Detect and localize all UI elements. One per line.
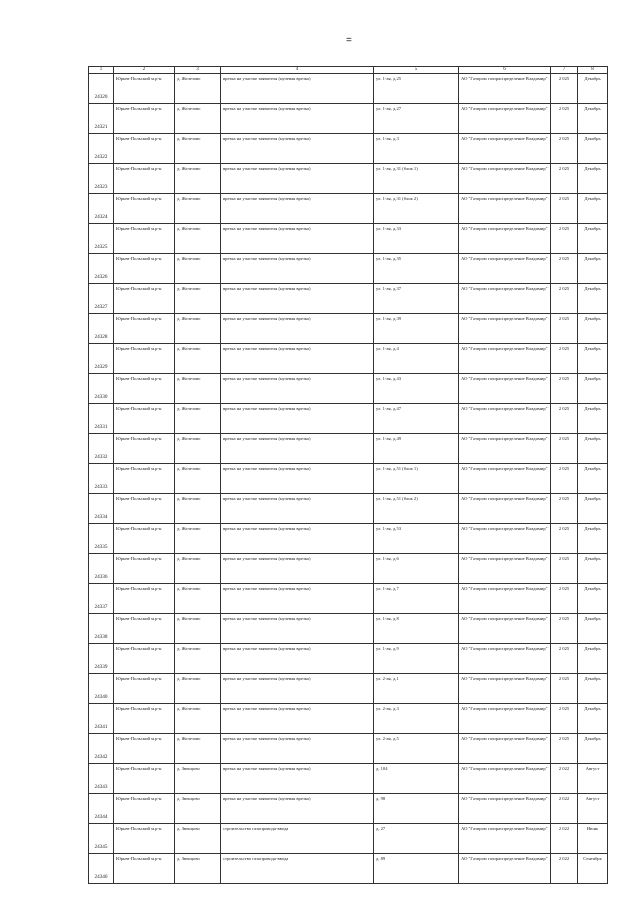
district-cell: Юрьев-Польский м.р-н (114, 674, 175, 704)
month-cell: Декабрь (578, 494, 608, 524)
district-cell: Юрьев-Польский м.р-н (114, 194, 175, 224)
work-type-cell: врезка на участке заявителя (нулевая врезка) (221, 254, 374, 284)
year-cell: 2 025 (551, 314, 578, 344)
organization-cell: АО "Газпром газораспределение Владимир" (459, 314, 551, 344)
table-row (89, 764, 608, 794)
row-number-text: 24327 (94, 304, 108, 311)
year-cell: 2 025 (551, 344, 578, 374)
row-number-text: 24343 (94, 784, 108, 791)
work-type-cell: врезка на участке заявителя (нулевая врезка) (221, 194, 374, 224)
row-number-text: 24345 (94, 844, 108, 851)
address-cell: ул. 1-ая, д.27 (374, 104, 459, 134)
column-number-header-row (89, 67, 608, 74)
row-number-cell (89, 554, 114, 584)
year-cell: 2 025 (551, 494, 578, 524)
year-cell: 2 025 (551, 434, 578, 464)
year-cell: 2 025 (551, 734, 578, 764)
year-cell: 2 025 (551, 74, 578, 104)
month-cell: Декабрь (578, 554, 608, 584)
organization-cell: АО "Газпром газораспределение Владимир" (459, 344, 551, 374)
settlement-cell: д. Железово (175, 644, 221, 674)
month-cell: Декабрь (578, 284, 608, 314)
address-cell: ул. 1-ая, д.4 (374, 344, 459, 374)
organization-cell: АО "Газпром газораспределение Владимир" (459, 854, 551, 884)
row-number-cell (89, 404, 114, 434)
row-number-text: 24340 (94, 694, 108, 701)
month-cell: Декабрь (578, 134, 608, 164)
district-cell: Юрьев-Польский м.р-н (114, 764, 175, 794)
year-cell: 2 025 (551, 224, 578, 254)
year-cell: 2 025 (551, 704, 578, 734)
district-cell: Юрьев-Польский м.р-н (114, 494, 175, 524)
month-cell: Декабрь (578, 74, 608, 104)
row-number-text: 24326 (94, 274, 108, 281)
address-cell: ул. 1-ая, д.3 (374, 134, 459, 164)
month-cell: Декабрь (578, 404, 608, 434)
year-cell: 2 025 (551, 464, 578, 494)
work-type-cell: врезка на участке заявителя (нулевая врезка) (221, 734, 374, 764)
address-cell: ул. 1-ая, д.49 (374, 434, 459, 464)
organization-cell: АО "Газпром газораспределение Владимир" (459, 164, 551, 194)
row-number-text: 24321 (94, 124, 108, 131)
address-cell: ул. 1-ая, д.35 (374, 254, 459, 284)
organization-cell: АО "Газпром газораспределение Владимир" (459, 794, 551, 824)
work-type-cell: врезка на участке заявителя (нулевая врезка) (221, 494, 374, 524)
settlement-cell: д. Железово (175, 614, 221, 644)
work-type-cell: врезка на участке заявителя (нулевая врезка) (221, 674, 374, 704)
month-cell: Декабрь (578, 614, 608, 644)
page-number-mark: = (346, 35, 352, 46)
work-type-cell: врезка на участке заявителя (нулевая врезка) (221, 704, 374, 734)
month-cell: Декабрь (578, 644, 608, 674)
address-cell: ул. 1-ая, д.39 (374, 314, 459, 344)
table-row (89, 224, 608, 254)
settlement-cell: д. Железово (175, 524, 221, 554)
settlement-cell: д. Звенцово (175, 824, 221, 854)
work-type-cell: врезка на участке заявителя (нулевая врезка) (221, 644, 374, 674)
district-cell: Юрьев-Польский м.р-н (114, 824, 175, 854)
column-number-4: 4 (221, 67, 374, 74)
settlement-cell: д. Железово (175, 734, 221, 764)
settlement-cell: д. Железово (175, 674, 221, 704)
row-number-text: 24323 (94, 184, 108, 191)
table-row (89, 344, 608, 374)
month-cell: Август (578, 764, 608, 794)
settlement-cell: д. Железово (175, 134, 221, 164)
row-number-text: 24337 (94, 604, 108, 611)
district-cell: Юрьев-Польский м.р-н (114, 614, 175, 644)
settlement-cell: д. Железово (175, 104, 221, 134)
year-cell: 2 025 (551, 524, 578, 554)
year-cell: 2 025 (551, 674, 578, 704)
address-cell: ул. 2-ая, д.1 (374, 674, 459, 704)
month-cell: Декабрь (578, 314, 608, 344)
table-row (89, 614, 608, 644)
column-number-5: 5 (374, 67, 459, 74)
district-cell: Юрьев-Польский м.р-н (114, 434, 175, 464)
row-number-cell (89, 344, 114, 374)
row-number-text: 24341 (94, 724, 108, 731)
table-row (89, 584, 608, 614)
row-number-cell (89, 524, 114, 554)
organization-cell: АО "Газпром газораспределение Владимир" (459, 134, 551, 164)
organization-cell: АО "Газпром газораспределение Владимир" (459, 494, 551, 524)
gasification-schedule-table (88, 66, 608, 884)
row-number-cell (89, 224, 114, 254)
row-number-cell (89, 284, 114, 314)
column-number-7: 7 (551, 67, 578, 74)
settlement-cell: д. Железово (175, 554, 221, 584)
row-number-text: 24331 (94, 424, 108, 431)
month-cell: Декабрь (578, 344, 608, 374)
row-number-text: 24329 (94, 364, 108, 371)
address-cell: ул. 1-ая, д.8 (374, 614, 459, 644)
settlement-cell: д. Железово (175, 314, 221, 344)
year-cell: 2 022 (551, 824, 578, 854)
table-row (89, 464, 608, 494)
year-cell: 2 025 (551, 194, 578, 224)
settlement-cell: д. Железово (175, 434, 221, 464)
district-cell: Юрьев-Польский м.р-н (114, 104, 175, 134)
row-number-cell (89, 464, 114, 494)
table-row (89, 794, 608, 824)
table-row (89, 314, 608, 344)
row-number-text: 24325 (94, 244, 108, 251)
work-type-cell: врезка на участке заявителя (нулевая врезка) (221, 314, 374, 344)
row-number-text: 24342 (94, 754, 108, 761)
address-cell: д. 104 (374, 764, 459, 794)
settlement-cell: д. Железово (175, 344, 221, 374)
organization-cell: АО "Газпром газораспределение Владимир" (459, 824, 551, 854)
row-number-cell (89, 74, 114, 104)
month-cell: Декабрь (578, 194, 608, 224)
table-row (89, 164, 608, 194)
table-row (89, 404, 608, 434)
address-cell: д. 98 (374, 794, 459, 824)
address-cell: ул. 1-ая, д.37 (374, 284, 459, 314)
address-cell: ул. 1-ая, д.31 (блок 2) (374, 194, 459, 224)
work-type-cell: врезка на участке заявителя (нулевая врезка) (221, 134, 374, 164)
month-cell: Август (578, 794, 608, 824)
organization-cell: АО "Газпром газораспределение Владимир" (459, 464, 551, 494)
row-number-text: 24328 (94, 334, 108, 341)
organization-cell: АО "Газпром газораспределение Владимир" (459, 764, 551, 794)
settlement-cell: д. Железово (175, 194, 221, 224)
organization-cell: АО "Газпром газораспределение Владимир" (459, 584, 551, 614)
work-type-cell: врезка на участке заявителя (нулевая врезка) (221, 524, 374, 554)
district-cell: Юрьев-Польский м.р-н (114, 854, 175, 884)
row-number-cell (89, 374, 114, 404)
work-type-cell: врезка на участке заявителя (нулевая врезка) (221, 224, 374, 254)
row-number-cell (89, 254, 114, 284)
district-cell: Юрьев-Польский м.р-н (114, 704, 175, 734)
settlement-cell: д. Железово (175, 584, 221, 614)
district-cell: Юрьев-Польский м.р-н (114, 314, 175, 344)
organization-cell: АО "Газпром газораспределение Владимир" (459, 74, 551, 104)
year-cell: 2 025 (551, 404, 578, 434)
table-row (89, 194, 608, 224)
column-number-3: 3 (175, 67, 221, 74)
work-type-cell: врезка на участке заявителя (нулевая врезка) (221, 584, 374, 614)
address-cell: ул. 1-ая, д.43 (374, 374, 459, 404)
row-number-text: 24338 (94, 634, 108, 641)
row-number-cell (89, 314, 114, 344)
district-cell: Юрьев-Польский м.р-н (114, 224, 175, 254)
year-cell: 2 022 (551, 794, 578, 824)
row-number-text: 24336 (94, 574, 108, 581)
settlement-cell: д. Железово (175, 284, 221, 314)
work-type-cell: врезка на участке заявителя (нулевая врезка) (221, 164, 374, 194)
work-type-cell: врезка на участке заявителя (нулевая врезка) (221, 374, 374, 404)
district-cell: Юрьев-Польский м.р-н (114, 74, 175, 104)
address-cell: ул. 1-ая, д.33 (374, 224, 459, 254)
address-cell: ул. 1-ая, д.25 (374, 74, 459, 104)
work-type-cell: врезка на участке заявителя (нулевая врезка) (221, 554, 374, 584)
month-cell: Декабрь (578, 164, 608, 194)
organization-cell: АО "Газпром газораспределение Владимир" (459, 284, 551, 314)
table-row (89, 134, 608, 164)
month-cell: Сентябрь (578, 854, 608, 884)
address-cell: ул. 1-ая, д.9 (374, 644, 459, 674)
table-row (89, 554, 608, 584)
row-number-text: 24332 (94, 454, 108, 461)
settlement-cell: д. Звенцово (175, 764, 221, 794)
district-cell: Юрьев-Польский м.р-н (114, 164, 175, 194)
table-row (89, 284, 608, 314)
organization-cell: АО "Газпром газораспределение Владимир" (459, 554, 551, 584)
row-number-cell (89, 194, 114, 224)
row-number-cell (89, 614, 114, 644)
settlement-cell: д. Железово (175, 254, 221, 284)
month-cell: Декабрь (578, 704, 608, 734)
column-number-1: 1 (89, 67, 114, 74)
organization-cell: АО "Газпром газораспределение Владимир" (459, 734, 551, 764)
work-type-cell: врезка на участке заявителя (нулевая врезка) (221, 614, 374, 644)
row-number-text: 24322 (94, 154, 108, 161)
year-cell: 2 025 (551, 554, 578, 584)
month-cell: Декабрь (578, 674, 608, 704)
row-number-cell (89, 644, 114, 674)
district-cell: Юрьев-Польский м.р-н (114, 284, 175, 314)
organization-cell: АО "Газпром газораспределение Владимир" (459, 704, 551, 734)
district-cell: Юрьев-Польский м.р-н (114, 734, 175, 764)
month-cell: Июнь (578, 824, 608, 854)
month-cell: Декабрь (578, 464, 608, 494)
address-cell: ул. 1-ая, д.31 (блок 1) (374, 164, 459, 194)
address-cell: ул. 1-ая, д.51 (блок 1) (374, 464, 459, 494)
column-number-6: 6 (459, 67, 551, 74)
year-cell: 2 025 (551, 164, 578, 194)
year-cell: 2 025 (551, 644, 578, 674)
work-type-cell: врезка на участке заявителя (нулевая врезка) (221, 464, 374, 494)
settlement-cell: д. Звенцово (175, 794, 221, 824)
row-number-cell (89, 824, 114, 854)
row-number-text: 24333 (94, 484, 108, 491)
address-cell: ул. 1-ая, д.6 (374, 554, 459, 584)
settlement-cell: д. Железово (175, 224, 221, 254)
settlement-cell: д. Звенцово (175, 854, 221, 884)
work-type-cell: врезка на участке заявителя (нулевая врезка) (221, 434, 374, 464)
year-cell: 2 022 (551, 764, 578, 794)
district-cell: Юрьев-Польский м.р-н (114, 404, 175, 434)
settlement-cell: д. Железово (175, 404, 221, 434)
table-row (89, 254, 608, 284)
organization-cell: АО "Газпром газораспределение Владимир" (459, 404, 551, 434)
table-row (89, 374, 608, 404)
address-cell: д. 27 (374, 824, 459, 854)
column-number-2: 2 (114, 67, 175, 74)
address-cell: ул. 1-ая, д.53 (374, 524, 459, 554)
settlement-cell: д. Железово (175, 494, 221, 524)
organization-cell: АО "Газпром газораспределение Владимир" (459, 434, 551, 464)
work-type-cell: врезка на участке заявителя (нулевая врезка) (221, 74, 374, 104)
year-cell: 2 025 (551, 254, 578, 284)
month-cell: Декабрь (578, 734, 608, 764)
table-row (89, 854, 608, 884)
row-number-cell (89, 434, 114, 464)
row-number-text: 24334 (94, 514, 108, 521)
organization-cell: АО "Газпром газораспределение Владимир" (459, 104, 551, 134)
address-cell: ул. 1-ая, д.7 (374, 584, 459, 614)
organization-cell: АО "Газпром газораспределение Владимир" (459, 374, 551, 404)
row-number-cell (89, 704, 114, 734)
table-row (89, 74, 608, 104)
table-row (89, 104, 608, 134)
row-number-text: 24335 (94, 544, 108, 551)
settlement-cell: д. Железово (175, 464, 221, 494)
month-cell: Декабрь (578, 374, 608, 404)
work-type-cell: врезка на участке заявителя (нулевая врезка) (221, 764, 374, 794)
month-cell: Декабрь (578, 434, 608, 464)
year-cell: 2 025 (551, 584, 578, 614)
organization-cell: АО "Газпром газораспределение Владимир" (459, 674, 551, 704)
row-number-cell (89, 494, 114, 524)
district-cell: Юрьев-Польский м.р-н (114, 554, 175, 584)
district-cell: Юрьев-Польский м.р-н (114, 254, 175, 284)
column-number-8: 8 (578, 67, 608, 74)
month-cell: Декабрь (578, 224, 608, 254)
table-row (89, 674, 608, 704)
row-number-cell (89, 674, 114, 704)
table-row (89, 644, 608, 674)
work-type-cell: врезка на участке заявителя (нулевая врезка) (221, 404, 374, 434)
work-type-cell: врезка на участке заявителя (нулевая врезка) (221, 794, 374, 824)
row-number-cell (89, 794, 114, 824)
table-row (89, 824, 608, 854)
table-row (89, 434, 608, 464)
row-number-cell (89, 584, 114, 614)
settlement-cell: д. Железово (175, 164, 221, 194)
row-number-text: 24320 (94, 94, 108, 101)
address-cell: ул. 2-ая, д.5 (374, 734, 459, 764)
row-number-text: 24324 (94, 214, 108, 221)
settlement-cell: д. Железово (175, 374, 221, 404)
table-row (89, 524, 608, 554)
address-cell: ул. 1-ая, д.51 (блок 2) (374, 494, 459, 524)
district-cell: Юрьев-Польский м.р-н (114, 584, 175, 614)
work-type-cell: врезка на участке заявителя (нулевая врезка) (221, 284, 374, 314)
year-cell: 2 025 (551, 374, 578, 404)
row-number-text: 24339 (94, 664, 108, 671)
month-cell: Декабрь (578, 524, 608, 554)
year-cell: 2 025 (551, 104, 578, 134)
month-cell: Декабрь (578, 584, 608, 614)
row-number-cell (89, 854, 114, 884)
year-cell: 2 022 (551, 854, 578, 884)
district-cell: Юрьев-Польский м.р-н (114, 794, 175, 824)
district-cell: Юрьев-Польский м.р-н (114, 464, 175, 494)
organization-cell: АО "Газпром газораспределение Владимир" (459, 224, 551, 254)
work-type-cell: строительство газопровода-ввода (221, 854, 374, 884)
year-cell: 2 025 (551, 134, 578, 164)
year-cell: 2 025 (551, 614, 578, 644)
table-row (89, 494, 608, 524)
month-cell: Декабрь (578, 254, 608, 284)
month-cell: Декабрь (578, 104, 608, 134)
organization-cell: АО "Газпром газораспределение Владимир" (459, 524, 551, 554)
settlement-cell: д. Железово (175, 704, 221, 734)
organization-cell: АО "Газпром газораспределение Владимир" (459, 644, 551, 674)
row-number-cell (89, 764, 114, 794)
district-cell: Юрьев-Польский м.р-н (114, 374, 175, 404)
address-cell: ул. 1-ая, д.47 (374, 404, 459, 434)
table-row (89, 734, 608, 764)
row-number-cell (89, 134, 114, 164)
year-cell: 2 025 (551, 284, 578, 314)
row-number-cell (89, 734, 114, 764)
organization-cell: АО "Газпром газораспределение Владимир" (459, 194, 551, 224)
district-cell: Юрьев-Польский м.р-н (114, 344, 175, 374)
work-type-cell: строительство газопровода-ввода (221, 824, 374, 854)
district-cell: Юрьев-Польский м.р-н (114, 644, 175, 674)
address-cell: ул. 2-ая, д.3 (374, 704, 459, 734)
district-cell: Юрьев-Польский м.р-н (114, 134, 175, 164)
row-number-text: 24344 (94, 814, 108, 821)
organization-cell: АО "Газпром газораспределение Владимир" (459, 254, 551, 284)
table-row (89, 704, 608, 734)
district-cell: Юрьев-Польский м.р-н (114, 524, 175, 554)
work-type-cell: врезка на участке заявителя (нулевая врезка) (221, 344, 374, 374)
organization-cell: АО "Газпром газораспределение Владимир" (459, 614, 551, 644)
row-number-text: 24346 (94, 874, 108, 881)
settlement-cell: д. Железово (175, 74, 221, 104)
row-number-text: 24330 (94, 394, 108, 401)
work-type-cell: врезка на участке заявителя (нулевая врезка) (221, 104, 374, 134)
row-number-cell (89, 164, 114, 194)
address-cell: д. 89 (374, 854, 459, 884)
row-number-cell (89, 104, 114, 134)
